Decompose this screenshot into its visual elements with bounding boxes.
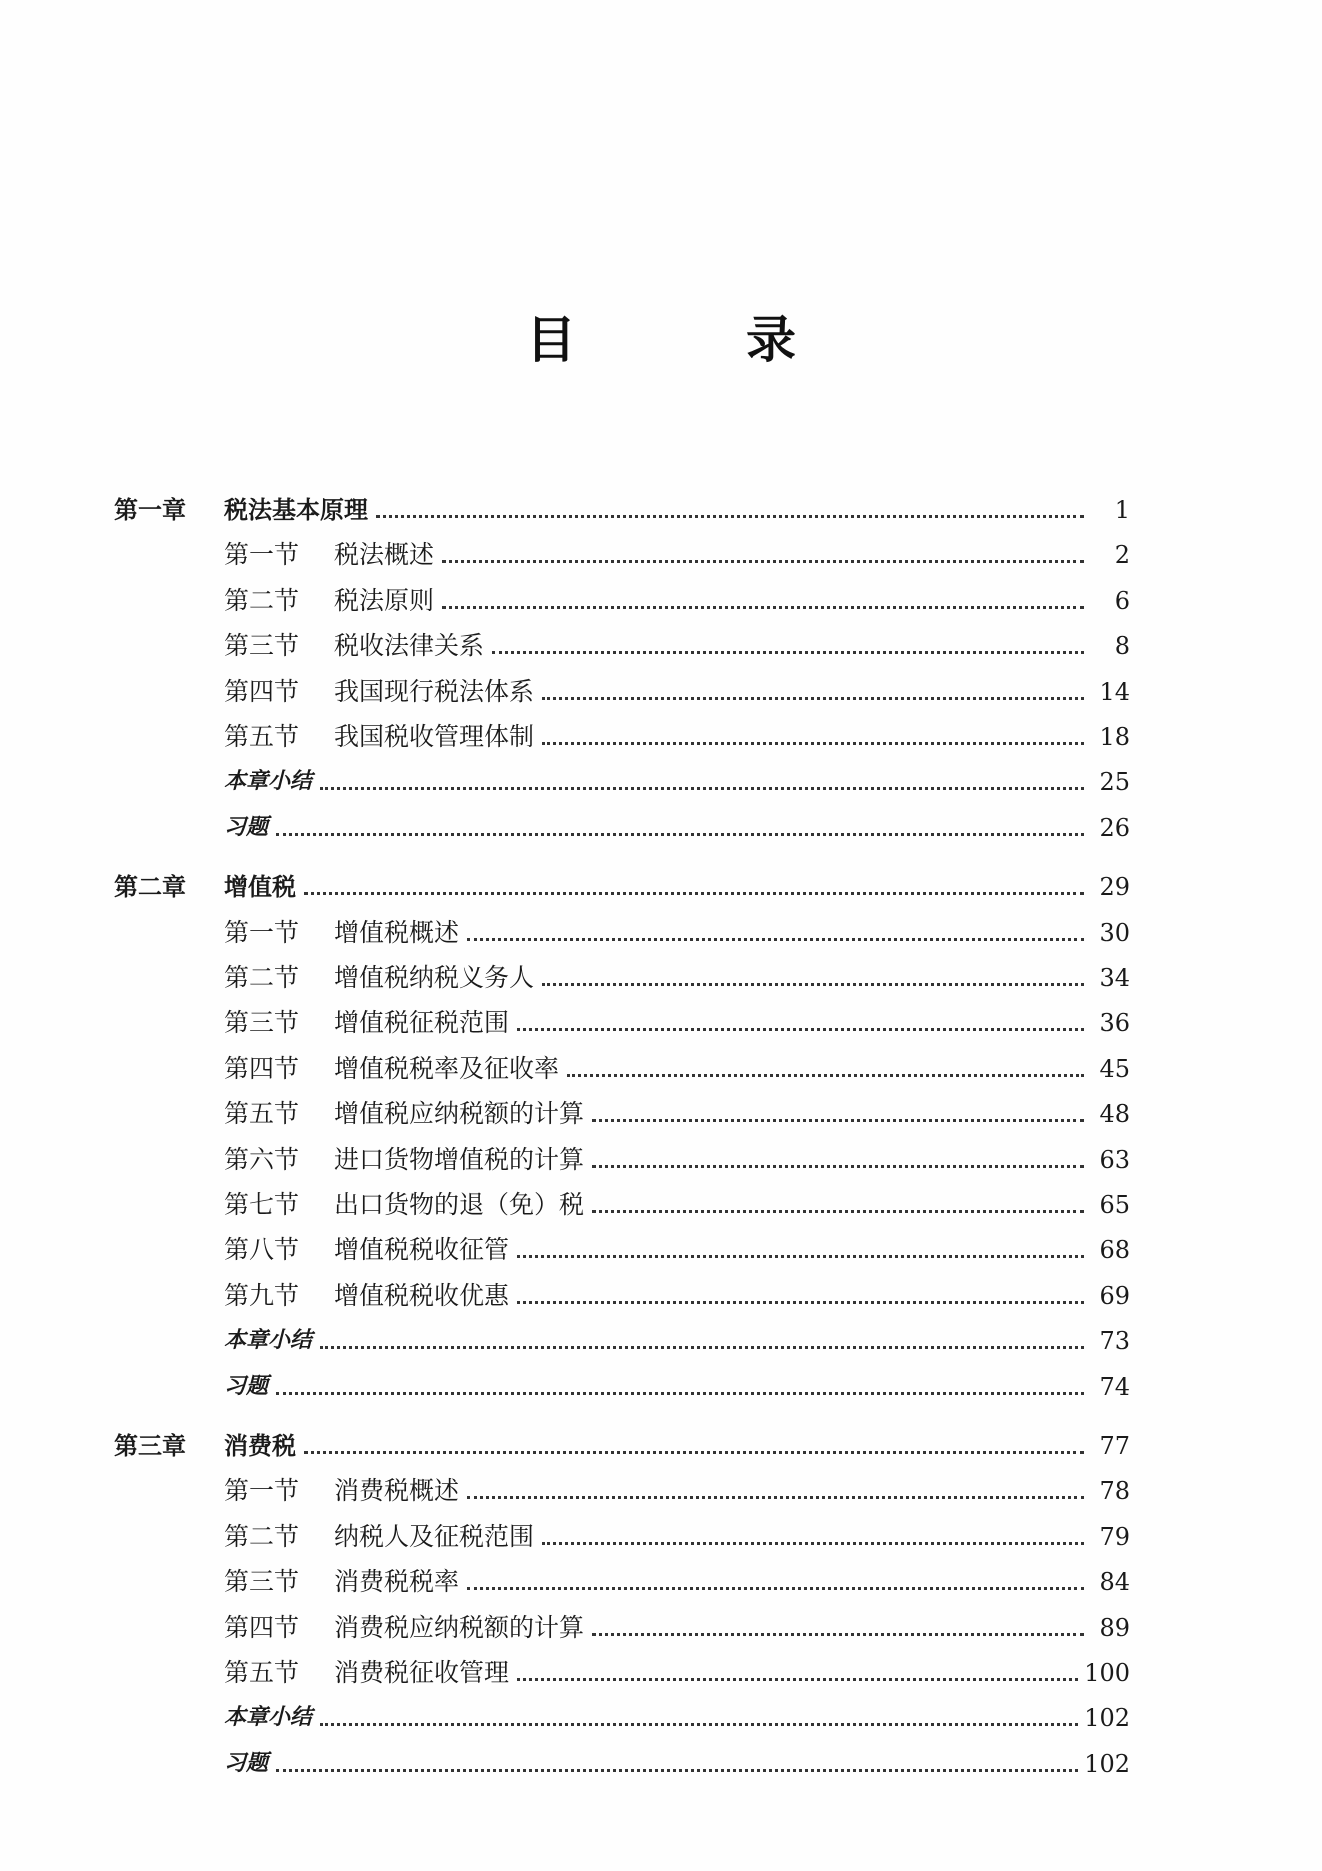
dot-leader — [442, 560, 1084, 563]
toc-section-row[interactable] — [224, 712, 1130, 752]
toc-entry-title: 增值税征税范围 — [334, 1008, 510, 1038]
toc-section-row[interactable] — [224, 1512, 1130, 1552]
dot-leader — [276, 833, 1084, 836]
toc-page-number: 79 — [1099, 1522, 1130, 1551]
toc-chapter-row[interactable] — [114, 862, 1130, 902]
toc-entry-number: 第五节 — [224, 722, 300, 751]
toc-page-number: 65 — [1099, 1191, 1130, 1219]
toc-page-number: 68 — [1099, 1236, 1130, 1265]
dot-leader — [517, 1028, 1084, 1031]
toc-page-number: 69 — [1099, 1281, 1130, 1310]
toc-entry-title: 纳税人及征税范围 — [334, 1521, 535, 1551]
toc-page-number: 30 — [1099, 918, 1130, 947]
toc-section-row[interactable] — [224, 1089, 1130, 1129]
toc-entry-title: 消费税应纳税额的计算 — [334, 1612, 585, 1642]
dot-leader — [542, 1542, 1084, 1545]
dot-leader — [592, 1119, 1084, 1122]
toc-section-row[interactable] — [224, 1271, 1130, 1311]
toc-extra-row[interactable] — [224, 1316, 1130, 1356]
toc-entry-title: 增值税纳税义务人 — [334, 963, 535, 992]
toc-section-row[interactable] — [224, 576, 1130, 616]
toc-entry-number: 第五节 — [224, 1658, 300, 1687]
toc-extra-row[interactable] — [224, 803, 1130, 843]
toc-section-row[interactable] — [224, 530, 1130, 570]
toc-page-number: 18 — [1099, 723, 1130, 751]
toc-page-number: 8 — [1114, 632, 1130, 661]
toc-page-number: 102 — [1084, 1704, 1130, 1733]
toc-page-number: 14 — [1099, 677, 1130, 706]
toc-entry-number: 第二节 — [224, 585, 300, 615]
toc-entry-number: 第二章 — [114, 873, 186, 902]
toc-section-row[interactable] — [224, 1557, 1130, 1597]
toc-entry-title: 习题 — [224, 1750, 269, 1776]
toc-entry-title: 消费税 — [224, 1432, 296, 1460]
dot-leader — [542, 983, 1084, 986]
toc-section-row[interactable] — [224, 1648, 1130, 1688]
toc-page-number: 74 — [1099, 1372, 1130, 1401]
toc-page-number: 63 — [1099, 1145, 1130, 1174]
toc-extra-row[interactable] — [224, 757, 1130, 797]
toc-page-number: 1 — [1114, 496, 1130, 524]
toc-entry-title: 税法原则 — [334, 585, 435, 615]
toc-section-row[interactable] — [224, 621, 1130, 661]
toc-section-row[interactable] — [224, 1225, 1130, 1265]
toc-entry-title: 增值税 — [224, 873, 296, 902]
toc-section-row[interactable] — [224, 1180, 1130, 1220]
dot-leader — [304, 1451, 1084, 1454]
dot-leader — [517, 1678, 1078, 1681]
dot-leader — [467, 1587, 1084, 1590]
toc-entry-title: 本章小结 — [224, 769, 313, 795]
toc-page-number: 100 — [1084, 1659, 1130, 1687]
toc-page-number: 2 — [1114, 541, 1130, 570]
toc-entry-title: 我国现行税法体系 — [334, 676, 535, 706]
dot-leader — [442, 606, 1084, 609]
toc-entry-number: 第三章 — [114, 1432, 186, 1460]
toc-page-number: 36 — [1099, 1009, 1130, 1038]
toc-page-number: 6 — [1114, 586, 1130, 615]
dot-leader — [304, 892, 1084, 895]
toc-entry-number: 第九节 — [224, 1280, 300, 1310]
toc-chapter-row[interactable] — [114, 1421, 1130, 1461]
toc-entry-number: 第二节 — [224, 963, 300, 992]
toc-entry-title: 消费税税率 — [334, 1567, 460, 1597]
toc-section-row[interactable] — [224, 1466, 1130, 1506]
toc-entry-title: 习题 — [224, 1373, 269, 1399]
toc-entry-number: 第八节 — [224, 1235, 300, 1265]
dot-leader — [517, 1301, 1084, 1304]
toc-entry-number: 第四节 — [224, 1612, 300, 1642]
toc-page-number: 45 — [1099, 1054, 1130, 1083]
toc-extra-row[interactable] — [224, 1362, 1130, 1402]
toc-section-row[interactable] — [224, 1135, 1130, 1175]
toc-section-row[interactable] — [224, 908, 1130, 948]
toc-page-number: 25 — [1099, 768, 1130, 797]
toc-section-row[interactable] — [224, 1603, 1130, 1643]
dot-leader — [467, 938, 1084, 941]
toc-section-row[interactable] — [224, 1044, 1130, 1084]
toc-entry-number: 第三节 — [224, 1008, 300, 1038]
toc-extra-row[interactable] — [224, 1739, 1130, 1779]
toc-extra-row[interactable] — [224, 1693, 1130, 1733]
toc-page-number: 48 — [1099, 1100, 1130, 1129]
toc-section-row[interactable] — [224, 667, 1130, 707]
toc-page-number: 77 — [1099, 1432, 1130, 1460]
toc-entry-title: 本章小结 — [224, 1705, 313, 1731]
toc-entry-number: 第三节 — [224, 1567, 300, 1597]
toc-entry-title: 消费税征收管理 — [334, 1658, 510, 1687]
toc-entry-number: 第六节 — [224, 1144, 300, 1174]
toc-page-number: 34 — [1099, 964, 1130, 992]
toc-entry-number: 第一章 — [114, 496, 186, 524]
toc-entry-number: 第四节 — [224, 676, 300, 706]
dot-leader — [517, 1255, 1084, 1258]
dot-leader — [276, 1392, 1084, 1395]
toc-entry-number: 第一节 — [224, 1476, 300, 1506]
toc-entry-title: 消费税概述 — [334, 1476, 460, 1506]
toc-chapter-row[interactable] — [114, 485, 1130, 525]
toc-entry-title: 进口货物增值税的计算 — [334, 1144, 585, 1174]
toc-entry-title: 增值税应纳税额的计算 — [334, 1099, 585, 1129]
toc-page-number: 26 — [1099, 813, 1130, 842]
toc-section-row[interactable] — [224, 953, 1130, 993]
dot-leader — [567, 1074, 1084, 1077]
toc-entry-number: 第一节 — [224, 917, 300, 947]
toc-entry-title: 增值税税收征管 — [334, 1235, 510, 1265]
toc-entry-title: 增值税税率及征收率 — [334, 1053, 560, 1083]
toc-entry-title: 税法概述 — [334, 540, 435, 570]
dot-leader — [592, 1633, 1084, 1636]
dot-leader — [592, 1165, 1084, 1168]
dot-leader — [320, 787, 1084, 790]
toc-entry-title: 税法基本原理 — [224, 496, 368, 524]
toc-entry-title: 习题 — [224, 814, 269, 840]
dot-leader — [276, 1769, 1078, 1772]
toc-page-number: 84 — [1099, 1568, 1130, 1597]
toc-section-row[interactable] — [224, 998, 1130, 1038]
dot-leader — [542, 697, 1084, 700]
toc-page-number: 89 — [1099, 1613, 1130, 1642]
page-title: 目 录 — [526, 311, 856, 369]
toc-page-number: 73 — [1099, 1327, 1130, 1356]
dot-leader — [320, 1346, 1084, 1349]
toc-entry-number: 第四节 — [224, 1053, 300, 1083]
dot-leader — [492, 651, 1084, 654]
toc-entry-title: 本章小结 — [224, 1328, 313, 1354]
toc-entry-number: 第二节 — [224, 1521, 300, 1551]
toc-page-number: 102 — [1084, 1749, 1130, 1778]
toc-entry-number: 第五节 — [224, 1099, 300, 1129]
toc-page-number: 78 — [1099, 1477, 1130, 1506]
toc-entry-number: 第三节 — [224, 631, 300, 661]
toc-page-number: 29 — [1099, 873, 1130, 902]
dot-leader — [320, 1723, 1078, 1726]
toc-entry-title: 我国税收管理体制 — [334, 722, 535, 751]
toc-entry-title: 增值税税收优惠 — [334, 1280, 510, 1310]
toc-entry-number: 第一节 — [224, 540, 300, 570]
dot-leader — [592, 1210, 1084, 1213]
toc-entry-title: 出口货物的退（免）税 — [334, 1190, 585, 1219]
dot-leader — [376, 515, 1084, 518]
toc-entry-number: 第七节 — [224, 1190, 300, 1219]
toc-entry-title: 增值税概述 — [334, 917, 460, 947]
toc-entry-title: 税收法律关系 — [334, 631, 485, 661]
dot-leader — [542, 742, 1084, 745]
dot-leader — [467, 1496, 1084, 1499]
